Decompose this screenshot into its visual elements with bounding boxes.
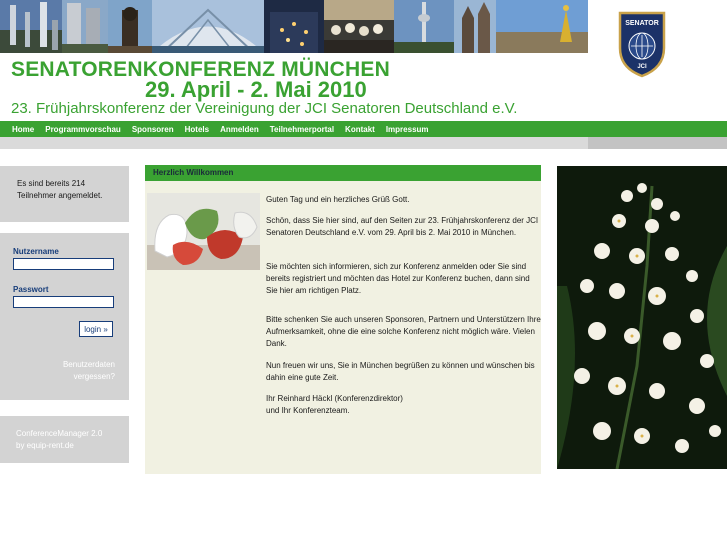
munich-photo-5 bbox=[264, 0, 324, 53]
username-label: Nutzername bbox=[13, 247, 59, 256]
munich-photo-9 bbox=[496, 0, 588, 53]
signature-line-2: und Ihr Konferenzteam. bbox=[266, 406, 350, 415]
forgot-credentials-link[interactable]: Benutzerdaten vergessen? bbox=[62, 360, 115, 381]
nav-sponsoren[interactable]: Sponsoren bbox=[131, 124, 174, 134]
senator-badge-icon bbox=[617, 10, 667, 78]
nav-hotels[interactable]: Hotels bbox=[184, 124, 210, 134]
nav-anmelden[interactable]: Anmelden bbox=[220, 124, 259, 134]
info-text: Sie möchten sich informieren, sich zur Konferenz anmelden oder Sie sind bereits registriert und möchten das Hotel zur Konferenz buchen, dann sind Sie hier am richtigen Platz. bbox=[266, 262, 530, 295]
welcome-title: Herzlich Willkommen bbox=[153, 168, 234, 177]
header-photo-strip bbox=[0, 0, 588, 53]
welcome-paragraph-4 bbox=[266, 360, 542, 384]
conference-title: SENATORENKONFERENZ MÜNCHEN bbox=[11, 58, 390, 81]
credit-line-2: by equip-rent.de bbox=[16, 441, 74, 450]
badge-label: SENATOR bbox=[625, 20, 659, 27]
password-label: Passwort bbox=[13, 285, 49, 294]
nav-programmvorschau[interactable]: Programmvorschau bbox=[45, 124, 121, 134]
munich-photo-6 bbox=[324, 0, 394, 53]
nav-impressum[interactable]: Impressum bbox=[385, 124, 429, 134]
welcome-signature bbox=[266, 393, 542, 417]
munich-photo-2 bbox=[62, 0, 108, 53]
welcome-image bbox=[147, 193, 260, 270]
chestnut-blossom-image bbox=[557, 166, 727, 469]
welcome-greeting bbox=[266, 194, 542, 206]
password-input[interactable] bbox=[13, 296, 114, 308]
participants-count-text: Es sind bereits 214 Teilnehmer angemeldet. bbox=[17, 179, 103, 200]
conference-dates: 29. April - 2. Mai 2010 bbox=[145, 77, 367, 102]
nav-subbar-right bbox=[588, 137, 727, 149]
nav-kontakt[interactable]: Kontakt bbox=[345, 124, 375, 134]
munich-photo-3 bbox=[108, 0, 152, 53]
signature-line-1: Ihr Reinhard Häckl (Konferenzdirektor) bbox=[266, 394, 403, 403]
welcome-paragraph-1 bbox=[266, 215, 542, 239]
munich-photo-4 bbox=[152, 0, 264, 53]
login-button[interactable]: login » bbox=[79, 321, 113, 337]
munich-photo-7 bbox=[394, 0, 454, 53]
closing-text: Nun freuen wir uns, Sie in München begrüßen zu können und wünschen bis dahin eine gute Zeit. bbox=[266, 361, 535, 382]
conference-manager-credit bbox=[16, 428, 126, 452]
welcome-paragraph-2 bbox=[266, 261, 542, 297]
conference-subtitle: 23. Frühjahrskonferenz der Vereinigung der JCI Senatoren Deutschland e.V. bbox=[11, 100, 518, 117]
nav-teilnehmerportal[interactable]: Teilnehmerportal bbox=[269, 124, 335, 134]
intro-text: Schön, dass Sie hier sind, auf den Seiten zur 23. Frühjahrskonferenz der JCI Senatoren Deutschland e.V. vom 29. April bis 2. Mai 2010 in München. bbox=[266, 216, 539, 237]
credit-line-1: ConferenceManager 2.0 bbox=[16, 429, 103, 438]
username-input[interactable] bbox=[13, 258, 114, 270]
munich-photo-8 bbox=[454, 0, 496, 53]
sponsor-text: Bitte schenken Sie auch unseren Sponsoren, Partnern und Unterstützern Ihre Aufmerksamkeit, ohne die eine solche Konferenz nicht möglich wäre. Vielen Dank. bbox=[266, 315, 541, 348]
nav-home[interactable]: Home bbox=[12, 124, 35, 134]
welcome-paragraph-3 bbox=[266, 314, 542, 350]
main-nav bbox=[0, 121, 727, 137]
greeting-text: Guten Tag und ein herzliches Grüß Gott. bbox=[266, 195, 410, 204]
welcome-panel-header bbox=[145, 165, 541, 181]
munich-photo-1 bbox=[0, 0, 62, 53]
badge-jci-label: JCI bbox=[637, 64, 647, 70]
